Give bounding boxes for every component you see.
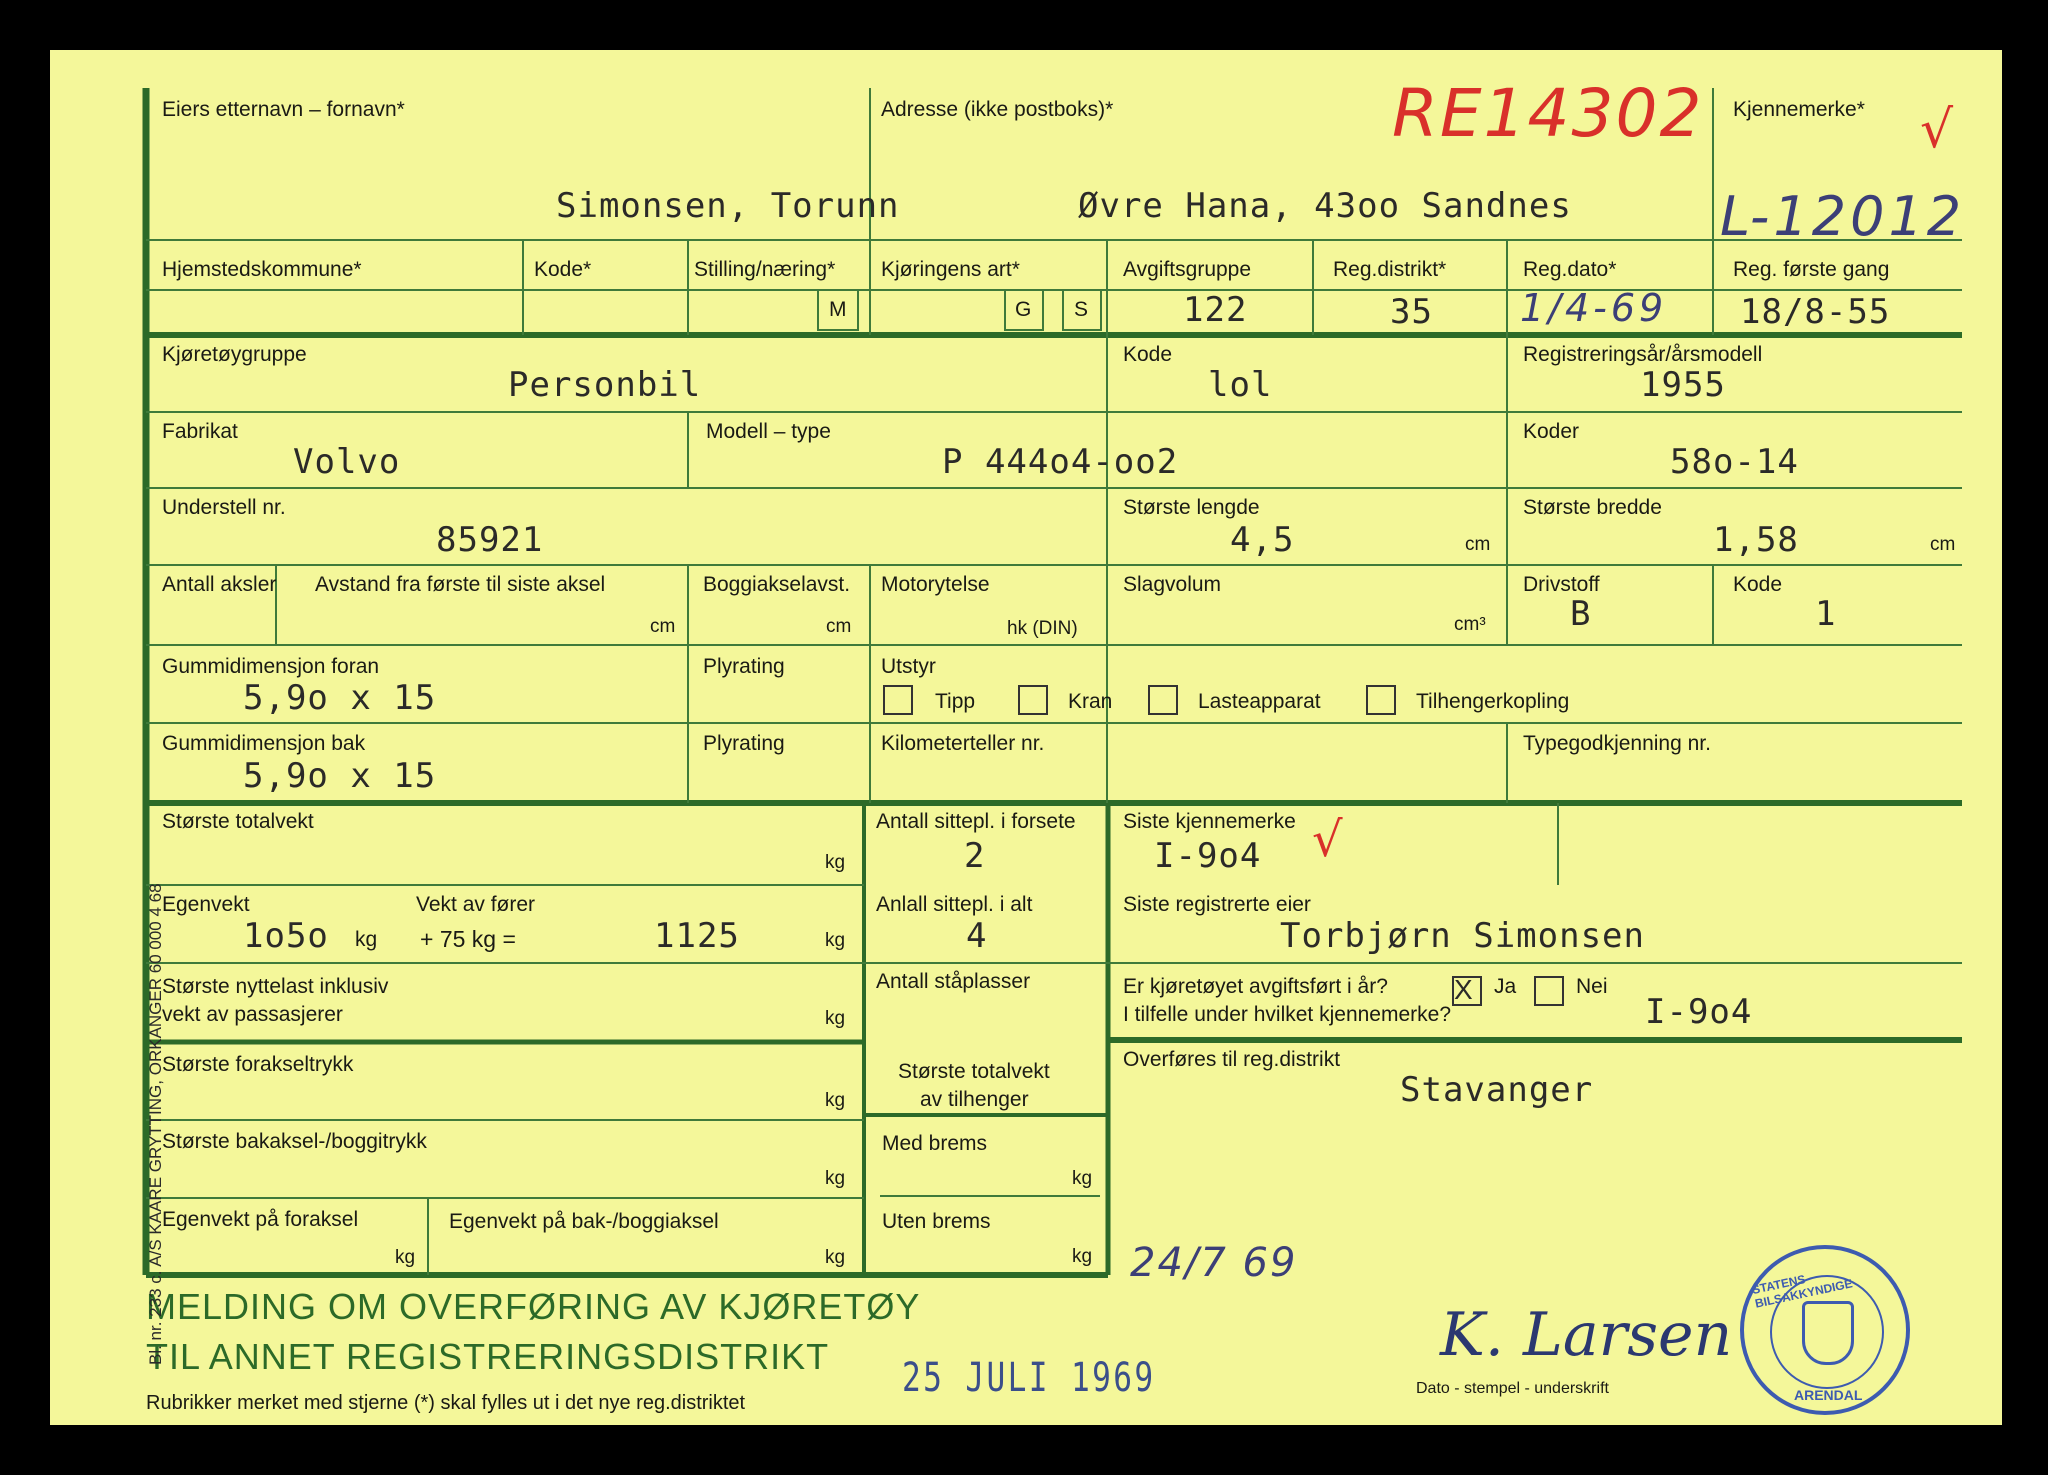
model-label: Modell – type [706, 420, 831, 443]
model-value: P 444o4-oo2 [942, 442, 1179, 482]
tyre-front-label: Gummidimensjon foran [162, 655, 380, 678]
bogie-label: Boggiakselavst. [703, 573, 851, 596]
form-title-line1: MELDING OM OVERFØRING AV KJØRETØY [146, 1286, 921, 1327]
address-label: Adresse (ikke postboks)* [881, 98, 1114, 121]
rear-axle-label: Største bakaksel-/boggitrykk [162, 1130, 427, 1153]
bogie-unit: cm [826, 616, 852, 637]
width-value: 1,58 [1713, 520, 1799, 560]
tilhengerkopling-checkbox [1366, 685, 1396, 715]
odometer-label: Kilometerteller nr. [881, 732, 1045, 755]
axle-distance-unit: cm [650, 616, 676, 637]
driving-type-label: Kjøringens art* [881, 258, 1020, 281]
front-axle-label: Største forakseltrykk [162, 1053, 354, 1076]
printer-imprint: Bl. nr. 233 c. A/S KAARE GRYTTING, ORKANGER 60 000 4 68 [146, 883, 165, 1365]
own-weight-label: Egenvekt [162, 893, 250, 916]
own-rear-axle-label: Egenvekt på bak-/boggiaksel [449, 1210, 719, 1233]
with-brakes-unit: kg [1072, 1168, 1093, 1189]
signature: K. Larsen [1440, 1300, 1733, 1370]
transfer-label: Overføres til reg.distrikt [1123, 1048, 1341, 1071]
model-year-value: 1955 [1640, 365, 1726, 405]
kran-label: Kran [1068, 690, 1113, 713]
seal-text-top: STATENS BILSAKKYNDIGE [1750, 1272, 1854, 1311]
length-label: Største lengde [1123, 496, 1260, 519]
plate-label: Kjennemerke* [1733, 98, 1865, 121]
axle-distance-label: Avstand fra første til siste aksel [315, 573, 606, 596]
model-year-label: Registreringsår/årsmodell [1523, 343, 1763, 366]
own-weight-value: 1o5o [243, 916, 329, 956]
code-label: Kode* [534, 258, 592, 281]
regdate-value: 1/4-69 [1520, 286, 1668, 330]
fuel-code-label: Kode [1733, 573, 1783, 596]
fee-group-label: Avgiftsgruppe [1123, 258, 1252, 281]
trailer-label-line1: Største totalvekt [898, 1060, 1050, 1083]
tax-yes-label: Ja [1494, 975, 1517, 998]
trailer-label-line2: av tilhenger [920, 1088, 1029, 1111]
occupation-label: Stilling/næring* [694, 258, 836, 281]
tax-no-checkbox [1534, 976, 1564, 1006]
last-plate-label: Siste kjennemerke [1123, 810, 1296, 833]
occupation-box-m: M [829, 298, 847, 321]
lasteapparat-checkbox [1148, 685, 1178, 715]
plate-value: L-12012 [1720, 185, 1966, 248]
tyre-front-value: 5,9o x 15 [243, 678, 437, 718]
tipp-label: Tipp [935, 690, 976, 713]
own-rear-axle-unit: kg [825, 1247, 846, 1268]
vehicle-group-label: Kjøretøygruppe [162, 343, 307, 366]
codes-label: Koder [1523, 420, 1580, 443]
own-front-axle-label: Egenvekt på foraksel [162, 1208, 359, 1231]
ply-rear-label: Plyrating [703, 732, 785, 755]
last-plate-checkmark-icon: √ [1312, 812, 1347, 868]
front-axle-unit: kg [825, 1090, 846, 1111]
driving-box-s: S [1074, 298, 1089, 321]
without-brakes-unit: kg [1072, 1246, 1093, 1267]
seats-total-value: 4 [966, 916, 988, 956]
payload-unit: kg [825, 1008, 846, 1029]
total-weight-label: Største totalvekt [162, 810, 314, 833]
tilhengerkopling-label: Tilhengerkopling [1416, 690, 1570, 713]
engine-unit: hk (DIN) [1007, 618, 1078, 639]
total-with-driver-unit: kg [825, 930, 846, 951]
rear-axle-unit: kg [825, 1168, 846, 1189]
registration-card [50, 50, 2002, 1425]
width-label: Største bredde [1523, 496, 1662, 519]
signature-label: Dato - stempel - underskrift [1416, 1380, 1609, 1397]
axles-label: Antall aksler [162, 573, 277, 596]
coat-of-arms-icon [1802, 1301, 1854, 1365]
reference-number: RE14302 [1392, 75, 1704, 152]
vehicle-code-value: lol [1208, 365, 1273, 405]
own-front-axle-unit: kg [395, 1247, 416, 1268]
municipality-label: Hjemstedskommune* [162, 258, 362, 281]
chassis-value: 85921 [436, 520, 544, 560]
tax-yes-mark: X [1454, 974, 1473, 1005]
fuel-label: Drivstoff [1523, 573, 1600, 596]
handwritten-date: 24/7 69 [1130, 1240, 1298, 1286]
tax-no-label: Nei [1576, 975, 1608, 998]
owner-value: Simonsen, Torunn [556, 186, 900, 226]
seats-front-label: Antall sittepl. i forsete [876, 810, 1076, 833]
last-owner-label: Siste registrerte eier [1123, 893, 1311, 916]
fee-group-value: 122 [1183, 290, 1248, 330]
kran-checkbox [1018, 685, 1048, 715]
chassis-label: Understell nr. [162, 496, 286, 519]
seal-text-bottom: ARENDAL [1794, 1387, 1863, 1403]
firstreg-label: Reg. første gang [1733, 258, 1890, 281]
tyre-rear-value: 5,9o x 15 [243, 756, 437, 796]
total-weight-unit: kg [825, 852, 846, 873]
last-plate-value: I-9o4 [1154, 836, 1262, 876]
lasteapparat-label: Lasteapparat [1198, 690, 1321, 713]
plate-checkmark-icon: √ [1920, 100, 1958, 160]
fuel-code-value: 1 [1815, 594, 1837, 634]
payload-label-line1: Største nyttelast inklusiv [162, 975, 389, 998]
driver-weight-label: Vekt av fører [416, 893, 536, 916]
tyre-rear-label: Gummidimensjon bak [162, 732, 366, 755]
tax-plate-value: I-9o4 [1645, 992, 1753, 1032]
length-unit: cm [1465, 534, 1491, 555]
vehicle-code-label: Kode [1123, 343, 1173, 366]
displacement-label: Slagvolum [1123, 573, 1222, 596]
make-value: Volvo [293, 442, 401, 482]
transfer-value: Stavanger [1400, 1070, 1594, 1110]
official-seal-stamp [1740, 1245, 1910, 1415]
driver-weight-formula: + 75 kg = [420, 926, 516, 952]
district-value: 35 [1390, 292, 1433, 332]
fuel-value: B [1570, 594, 1592, 634]
received-date-stamp: 25 JULI 1969 [902, 1355, 1156, 1401]
payload-label-line2: vekt av passasjerer [162, 1003, 343, 1026]
seats-front-value: 2 [964, 836, 986, 876]
owner-label: Eiers etternavn – fornavn* [162, 98, 405, 121]
width-unit: cm [1930, 534, 1956, 555]
without-brakes-label: Uten brems [882, 1210, 991, 1233]
equipment-label: Utstyr [881, 655, 936, 678]
length-value: 4,5 [1230, 520, 1295, 560]
with-brakes-label: Med brems [882, 1132, 988, 1155]
district-label: Reg.distrikt* [1333, 258, 1447, 281]
tipp-checkbox [883, 685, 913, 715]
firstreg-value: 18/8-55 [1740, 292, 1891, 332]
codes-value: 58o-14 [1670, 442, 1799, 482]
last-owner-value: Torbjørn Simonsen [1280, 916, 1645, 956]
displacement-unit: cm³ [1454, 614, 1486, 635]
type-approval-label: Typegodkjenning nr. [1523, 732, 1711, 755]
regdate-label: Reg.dato* [1523, 258, 1617, 281]
ply-front-label: Plyrating [703, 655, 785, 678]
form-title-line2: TIL ANNET REGISTRERINGSDISTRIKT [146, 1336, 830, 1377]
address-value: Øvre Hana, 43oo Sandnes [1078, 186, 1572, 226]
total-with-driver-value: 1125 [654, 916, 740, 956]
own-weight-unit: kg [355, 928, 378, 951]
driving-box-g: G [1015, 298, 1032, 321]
make-label: Fabrikat [162, 420, 238, 443]
vehicle-group-value: Personbil [508, 365, 702, 405]
seats-total-label: Anlall sittepl. i alt [876, 893, 1033, 916]
tax-plate-question: I tilfelle under hvilket kjennemerke? [1123, 1003, 1452, 1026]
tax-question: Er kjøretøyet avgiftsført i år? [1123, 975, 1388, 998]
standing-label: Antall ståplasser [876, 970, 1031, 993]
engine-label: Motorytelse [881, 573, 990, 596]
footer-note: Rubrikker merket med stjerne (*) skal fylles ut i det nye reg.distriktet [146, 1392, 746, 1414]
